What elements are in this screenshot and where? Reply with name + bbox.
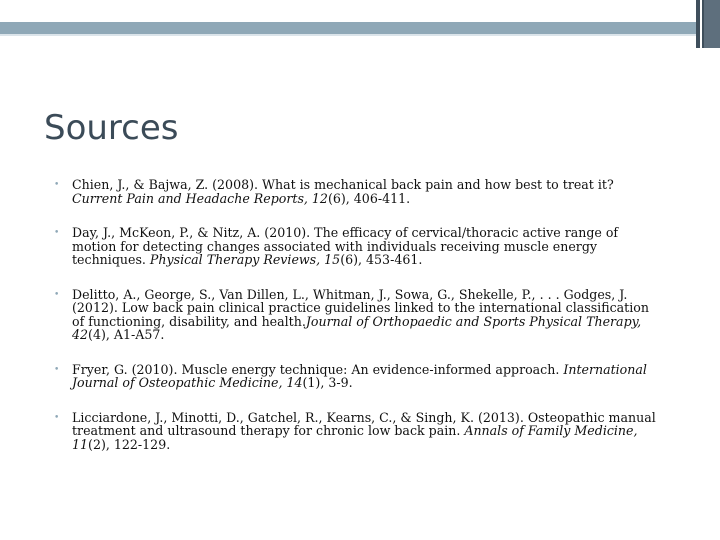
reference-issue-pages: (1), 3-9. bbox=[302, 375, 353, 390]
bullet-icon: • bbox=[54, 228, 60, 238]
bullet-icon: • bbox=[54, 364, 60, 375]
reference-issue-pages: (2), 122-129. bbox=[88, 436, 171, 452]
reference-item bbox=[54, 226, 664, 267]
reference-source: Physical Therapy Reviews, 15 bbox=[149, 252, 341, 267]
reference-text: Licciardone, J., Minotti, D., Gatchel, R., Kearns, C., & Singh, K. (2013). Osteopathic manual treatment and ultrasound therapy for chronic low back pain. bbox=[72, 409, 656, 438]
corner-decoration-right bbox=[704, 0, 720, 48]
reference-item bbox=[54, 178, 664, 205]
reference-text: Day, J., McKeon, P., & Nitz, A. (2010). The efficacy of cervical/thoracic active range of motion for detecting changes associated with individuals receiving muscle energy techniques. bbox=[72, 225, 619, 267]
reference-item bbox=[54, 363, 664, 390]
reference-source: Current Pain and Headache Reports, 12 bbox=[72, 190, 328, 206]
slide-title: Sources bbox=[44, 108, 179, 148]
reference-source: Journal of Orthopaedic and Sports Physical Therapy, 42 bbox=[72, 313, 642, 342]
reference-text: Fryer, G. (2010). Muscle energy technique: An evidence-informed approach. bbox=[72, 361, 564, 377]
reference-item bbox=[54, 288, 664, 342]
bullet-icon: • bbox=[54, 289, 60, 300]
reference-item bbox=[54, 411, 664, 452]
bullet-icon: • bbox=[54, 412, 60, 423]
bullet-icon: • bbox=[54, 180, 60, 190]
corner-decoration-gap bbox=[700, 0, 702, 48]
reference-source: Annals of Family Medicine, 11 bbox=[72, 423, 638, 452]
top-decorative-line bbox=[0, 34, 720, 36]
reference-text: Delitto, A., George, S., Van Dillen, L., Whitman, J., Sowa, G., Shekelle, P., . . . Godges, J. (2012). Low back pain clinical practice guidelines linked to the international classification of functioning, disability, and health. bbox=[72, 286, 649, 329]
top-decorative-band bbox=[0, 22, 720, 34]
reference-issue-pages: (6), 406-411. bbox=[327, 190, 411, 206]
reference-source: International Journal of Osteopathic Medicine, 14 bbox=[72, 361, 647, 390]
reference-issue-pages: (6), 453-461. bbox=[340, 252, 423, 267]
reference-text: Chien, J., & Bajwa, Z. (2008). What is mechanical back pain and how best to treat it? bbox=[72, 177, 614, 192]
reference-list bbox=[54, 178, 664, 472]
reference-issue-pages: (4), A1-A57. bbox=[88, 327, 165, 342]
